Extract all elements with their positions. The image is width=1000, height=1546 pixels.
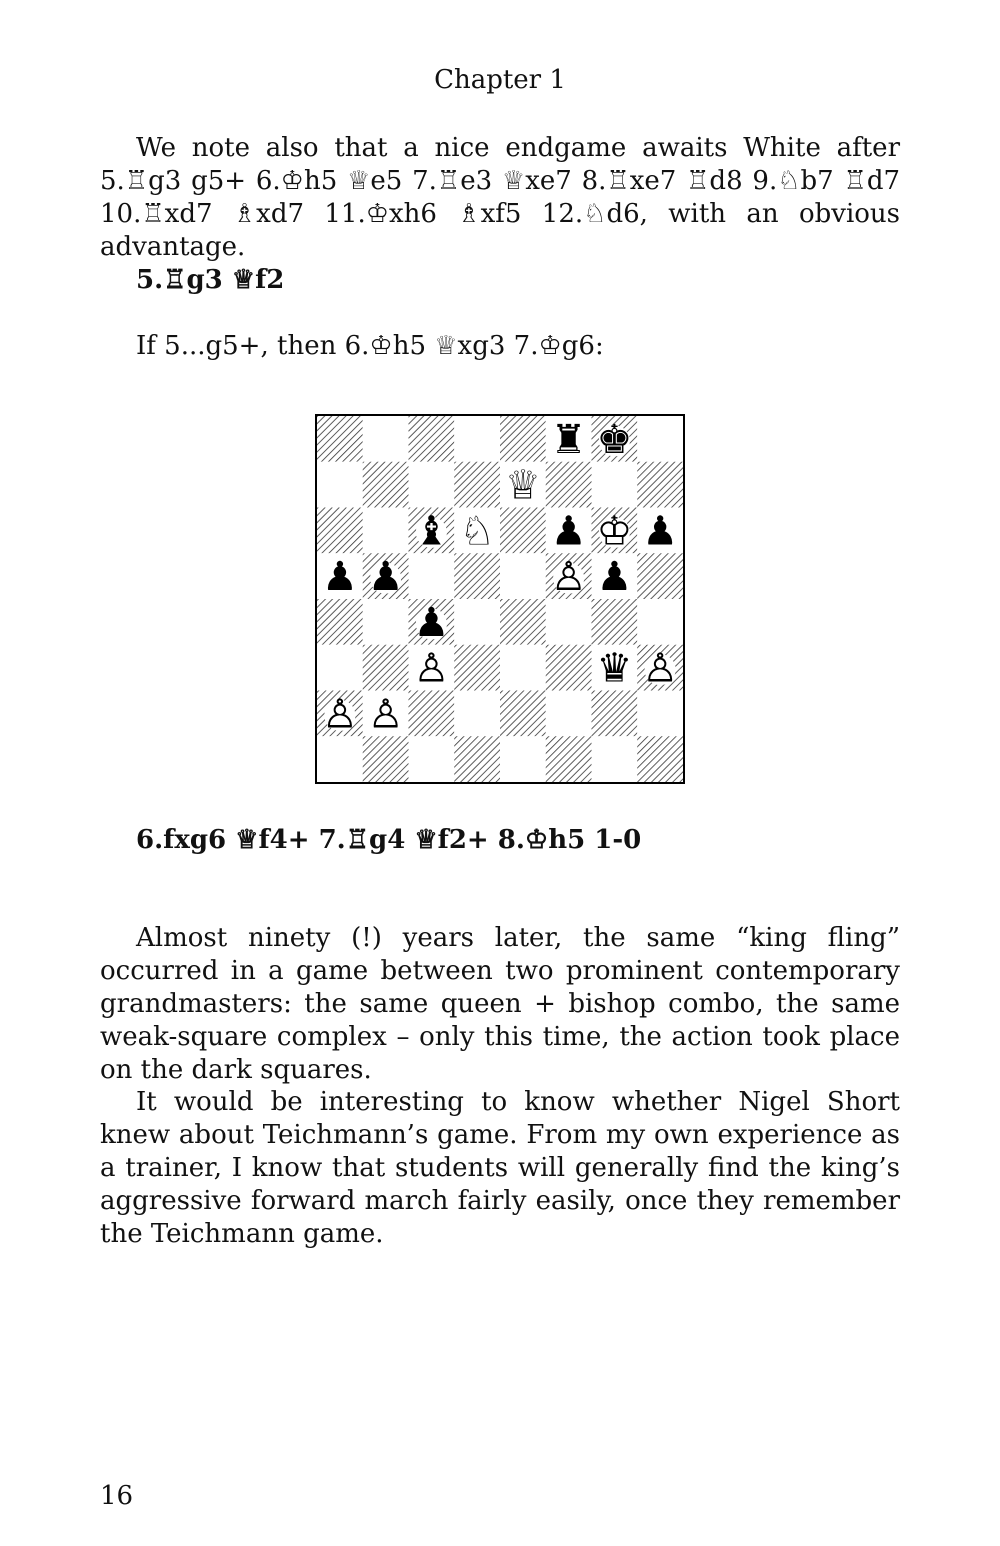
black-queen-g3-icon: ♛ (596, 645, 633, 692)
square-e4 (500, 599, 546, 645)
white-pawn-a2-icon: ♙ (321, 691, 358, 738)
white-pawn-c3-icon: ♙ (413, 645, 450, 692)
square-b7 (363, 462, 409, 508)
white-pawn-b2-icon: ♙ (367, 691, 404, 738)
square-a6 (317, 508, 363, 554)
black-pawn-g5-icon: ♟ (596, 554, 633, 601)
black-pawn-h6-icon: ♟ (642, 508, 679, 555)
white-pawn-h3-icon: ♙ (642, 645, 679, 692)
square-f1 (546, 736, 592, 782)
move-line-5: 5.♖g3 ♕f2 (136, 265, 285, 295)
square-c2 (409, 691, 455, 737)
square-e8 (500, 416, 546, 462)
square-d4 (454, 599, 500, 645)
black-pawn-b5-icon: ♟ (367, 554, 404, 601)
square-d7 (454, 462, 500, 508)
square-g7 (592, 462, 638, 508)
square-e6 (500, 508, 546, 554)
square-a8 (317, 416, 363, 462)
square-h1 (637, 736, 683, 782)
square-f3 (546, 645, 592, 691)
move-line-6: 6.fxg6 ♕f4+ 7.♖g4 ♕f2+ 8.♔h5 1-0 (136, 825, 642, 855)
page-number: 16 (100, 1481, 134, 1511)
black-pawn-a5-icon: ♟ (321, 554, 358, 601)
square-d2 (454, 691, 500, 737)
square-b1 (363, 736, 409, 782)
square-d1 (454, 736, 500, 782)
square-e3 (500, 645, 546, 691)
square-h2 (637, 691, 683, 737)
square-a7 (317, 462, 363, 508)
chapter-header: Chapter 1 (434, 65, 566, 95)
white-knight-d6-icon: ♘ (459, 508, 496, 555)
chess-diagram (315, 414, 685, 784)
square-c5 (409, 553, 455, 599)
square-g4 (592, 599, 638, 645)
square-c8 (409, 416, 455, 462)
square-f4 (546, 599, 592, 645)
chess-board (317, 416, 683, 782)
white-king-g6-icon: ♔ (596, 508, 633, 555)
square-b8 (363, 416, 409, 462)
square-h7 (637, 462, 683, 508)
square-c7 (409, 462, 455, 508)
square-b6 (363, 508, 409, 554)
variation-line: If 5...g5+, then 6.♔h5 ♕xg3 7.♔g6: (136, 331, 604, 361)
square-d5 (454, 553, 500, 599)
square-a3 (317, 645, 363, 691)
white-queen-e7-icon: ♕ (504, 462, 541, 509)
square-d8 (454, 416, 500, 462)
square-e5 (500, 553, 546, 599)
black-pawn-f6-icon: ♟ (550, 508, 587, 555)
paragraph-endgame-note: We note also that a nice endgame awaits White after 5.♖g3 g5+ 6.♔h5 ♕e5 7.♖e3 ♕xe7 8.♖xe7 ♖d8 9.♘b7 ♖d7 10.♖xd7 ♗xd7 11.♔xh6 ♗xf5 12.♘d6, with an obvious advantage. (100, 133, 900, 262)
square-e2 (500, 691, 546, 737)
square-h4 (637, 599, 683, 645)
square-g2 (592, 691, 638, 737)
square-d3 (454, 645, 500, 691)
square-f7 (546, 462, 592, 508)
square-f2 (546, 691, 592, 737)
square-h5 (637, 553, 683, 599)
square-b3 (363, 645, 409, 691)
black-rook-f8-icon: ♜ (550, 416, 587, 463)
square-e1 (500, 736, 546, 782)
square-c1 (409, 736, 455, 782)
paragraph-king-fling: Almost ninety (!) years later, the same “king fling” occurred in a game between two prominent contemporary grandmasters: the same queen + bishop combo, the same weak-square complex – only this time, the action took place on the dark squares. (100, 923, 900, 1085)
square-b4 (363, 599, 409, 645)
black-bishop-c6-icon: ♝ (413, 508, 450, 555)
paragraph-teichmann: It would be interesting to know whether Nigel Short knew about Teichmann’s game. From my own experience as a trainer, I know that students will generally find the king’s aggressive forward march fairly easily, once they remember the Teichmann game. (100, 1087, 900, 1249)
black-king-g8-icon: ♚ (596, 416, 633, 463)
square-h8 (637, 416, 683, 462)
black-pawn-c4-icon: ♟ (413, 599, 450, 646)
white-pawn-f5-icon: ♙ (550, 554, 587, 601)
square-a4 (317, 599, 363, 645)
square-a1 (317, 736, 363, 782)
square-g1 (592, 736, 638, 782)
